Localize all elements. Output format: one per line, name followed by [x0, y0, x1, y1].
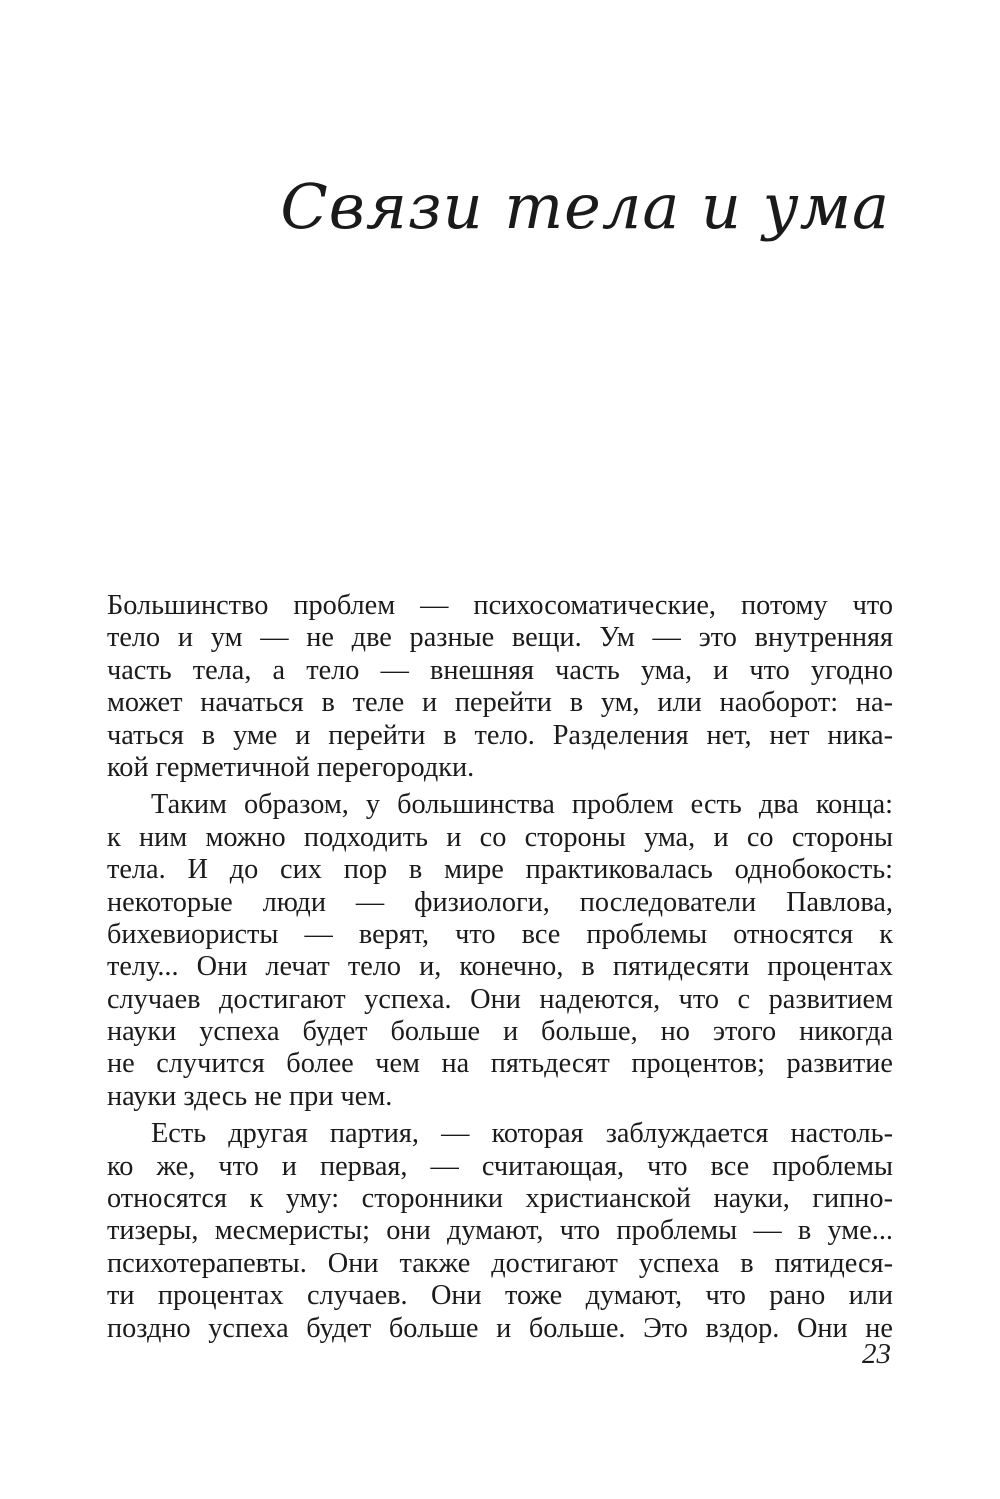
- text-line: Большинство проблем — психосоматические, потому что: [107, 590, 893, 621]
- text-line: к ним можно подходить и со стороны ума, и со стороны: [107, 821, 893, 853]
- text-line: науки здесь не при чем.: [107, 1080, 393, 1112]
- text-line: психотерапевты. Они также достигают успеха в пятидеся-: [107, 1247, 893, 1279]
- text-line: не случится более чем на пятьдесят процентов; развитие: [107, 1048, 893, 1080]
- chapter-title: Связи тела и ума: [280, 170, 890, 243]
- text-line: тела. И до сих пор в мире практиковалась однобокость:: [107, 854, 893, 886]
- text-line: тело и ум — не две разные вещи. Ум — это внутренняя: [107, 622, 893, 654]
- paragraph-2: [107, 789, 893, 1113]
- text-line: ко же, что и первая, — считающая, что все проблемы: [107, 1150, 893, 1182]
- text-line: Таким образом, у большинства проблем есть два конца:: [151, 789, 893, 821]
- text-line: некоторые люди — физиологи, последователи Павлова,: [107, 886, 893, 918]
- text-line: науки успеха будет больше и больше, но этого никогда: [107, 1016, 893, 1048]
- text-line: поздно успеха будет больше и больше. Это вздор. Они не: [107, 1312, 893, 1344]
- text-line: относятся к уму: сторонники христианской науки, гипно-: [107, 1183, 893, 1215]
- text-line: ти процентах случаев. Они тоже думают, что рано или: [107, 1280, 893, 1312]
- text-line: телу... Они лечат тело и, конечно, в пятидесяти процентах: [107, 951, 893, 983]
- paragraph-3: [107, 1118, 893, 1345]
- body-text: [107, 590, 893, 1345]
- text-line: может начаться в теле и перейти в ум, или наоборот: на-: [107, 687, 893, 719]
- text-line: часть тела, а тело — внешняя часть ума, и что угодно: [107, 654, 893, 686]
- paragraph-1: [107, 590, 893, 784]
- page-number: 23: [862, 1338, 891, 1370]
- text-line: чаться в уме и перейти в тело. Разделения нет, нет ника-: [107, 719, 893, 751]
- text-line: Есть другая партия, — которая заблуждается настоль-: [151, 1118, 893, 1150]
- text-line: тизеры, месмеристы; они думают, что проблемы — в уме...: [107, 1215, 893, 1247]
- text-line: случаев достигают успеха. Они надеются, что с развитием: [107, 983, 893, 1015]
- text-line: кой герметичной перегородки.: [107, 751, 475, 783]
- text-line: бихевиористы — верят, что все проблемы относятся к: [107, 918, 893, 950]
